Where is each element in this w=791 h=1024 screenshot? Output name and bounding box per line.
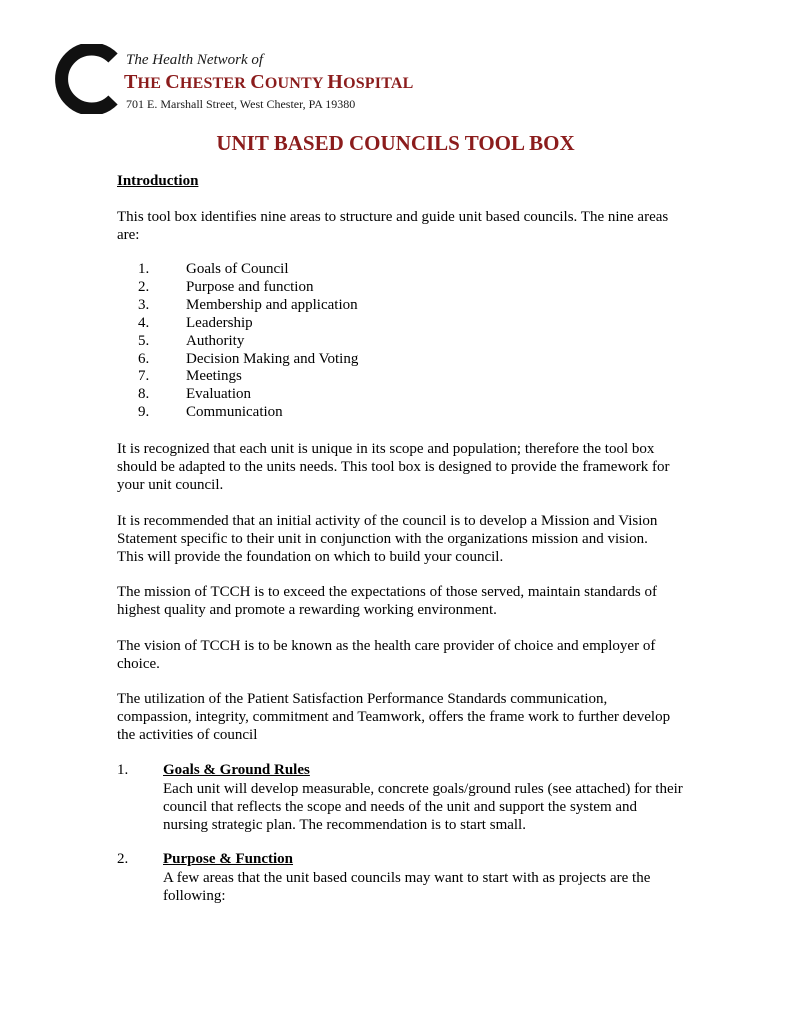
paragraph-tcch-vision: The vision of TCCH is to be known as the health care provider of choice and employer of choice.	[117, 638, 656, 672]
hospital-logo-icon	[55, 44, 123, 114]
section-number: 1.	[117, 762, 129, 778]
list-item: 7. Meetings	[138, 368, 242, 385]
list-item: 6. Decision Making and Voting	[138, 350, 359, 367]
org-network-label: The Health Network of	[126, 52, 264, 68]
section-text-purpose: A few areas that the unit based councils may want to start with as projects are the following:	[163, 870, 651, 904]
list-item: 5. Authority	[138, 332, 245, 349]
list-item: 3. Membership and application	[138, 296, 358, 313]
hospital-name: THE CHESTER COUNTY HOSPITAL	[124, 71, 414, 93]
document-title: UNIT BASED COUNCILS TOOL BOX	[216, 131, 575, 155]
section-text-goals: Each unit will develop measurable, concrete goals/ground rules (see attached) for their council that reflects the scope and needs of the unit and support the system and nursing strategic plan. The recommendation is to start small.	[163, 781, 683, 833]
introduction-heading: Introduction	[117, 173, 199, 189]
paragraph-performance-standards: The utilization of the Patient Satisfaction Performance Standards communication, compassion, integrity, commitment and Teamwork, offers the frame work to further develop the activities of council	[117, 691, 671, 743]
section-number: 2.	[117, 851, 129, 867]
paragraph-tcch-mission: The mission of TCCH is to exceed the expectations of those served, maintain standards of highest quality and promote a rewarding working environment.	[117, 584, 658, 618]
areas-list	[138, 261, 358, 422]
intro-lead-paragraph: This tool box identifies nine areas to structure and guide unit based councils. The nine areas are:	[117, 209, 669, 243]
list-item: 9. Communication	[138, 404, 283, 421]
list-item: 1. Goals of Council	[138, 261, 289, 277]
hospital-address: 701 E. Marshall Street, West Chester, PA 19380	[126, 97, 356, 111]
logo-letter	[89, 89, 90, 90]
section-heading-goals: Goals & Ground Rules	[163, 762, 310, 778]
list-item: 4. Leadership	[138, 314, 253, 331]
list-item: 2. Purpose and function	[138, 278, 314, 295]
list-item: 8. Evaluation	[138, 386, 251, 403]
paragraph-unit-unique: It is recognized that each unit is unique in its scope and population; therefore the tool box should be adapted to the units needs. This tool box is designed to provide the framework for your unit council.	[117, 441, 670, 493]
paragraph-mission-vision: It is recommended that an initial activity of the council is to develop a Mission and Vision Statement specific to their unit in conjunction with the organizations mission and vision. This will provide the foundation on which to build your council.	[117, 513, 658, 565]
section-heading-purpose: Purpose & Function	[163, 851, 294, 867]
